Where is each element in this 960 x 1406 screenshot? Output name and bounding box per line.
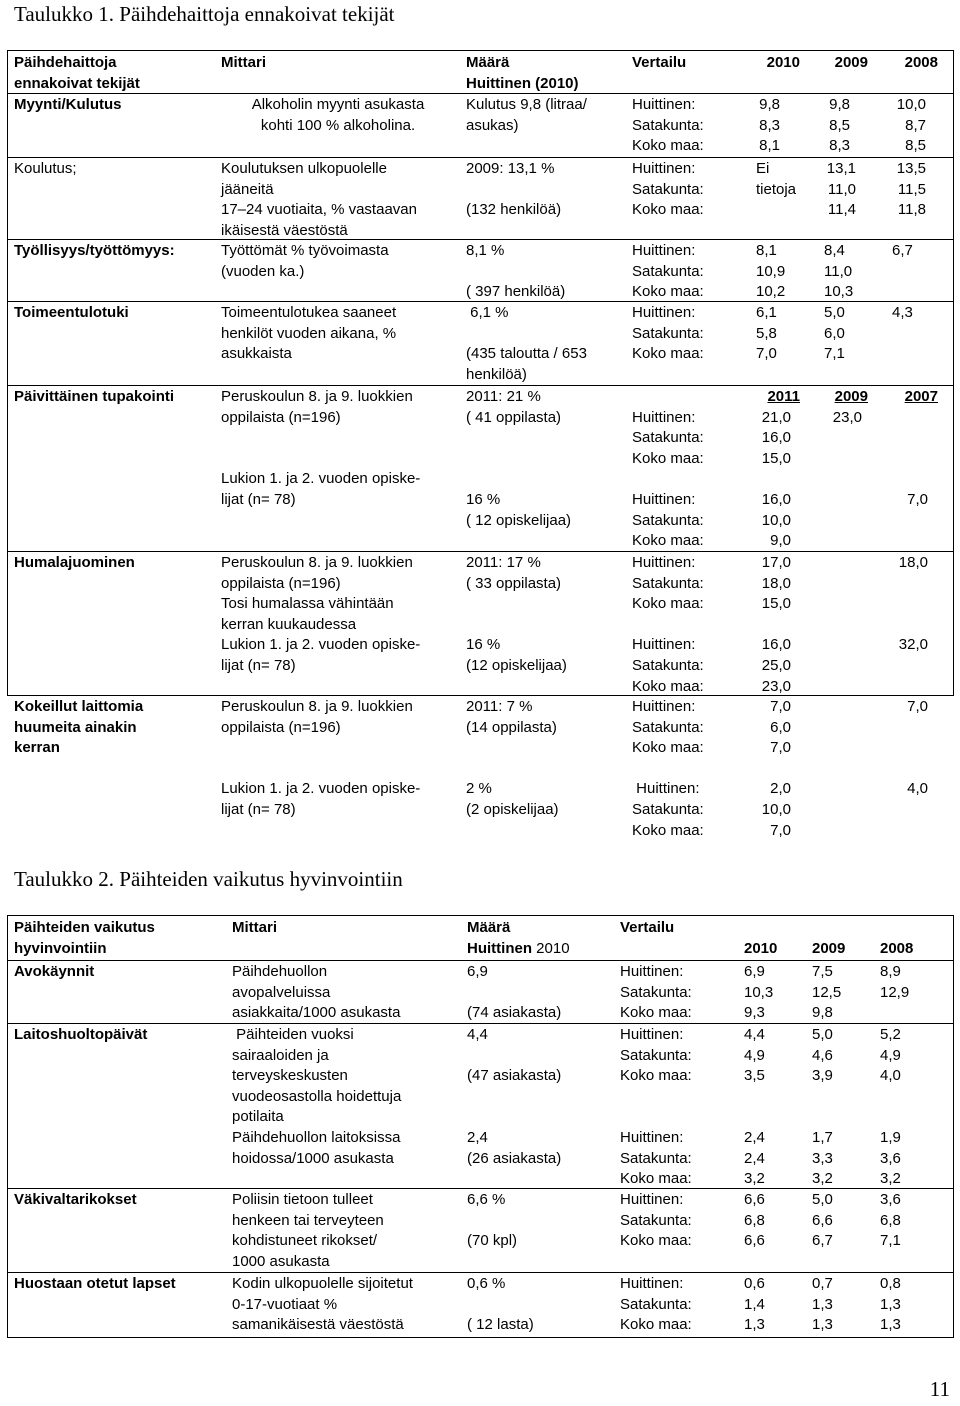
t2-header-2009: 2009 (812, 940, 846, 957)
t2-header-maara-place (463, 938, 613, 960)
t1-header-mittari: Mittari (221, 54, 266, 71)
t2-header-maara: Määrä (467, 919, 511, 936)
t2-header-2010: 2010 (744, 940, 778, 957)
t2-row-maara: 4,4 (47 asiakasta) 2,4 (26 asiakasta) (467, 1026, 562, 1167)
t2-row-maara: 6,9 (74 asiakasta) (467, 963, 562, 1022)
t1-row-2009: 9,8 8,5 8,3 (829, 96, 850, 155)
t1-row-label: Kokeillut laittomia huumeita ainakin kerran (14, 698, 144, 757)
t1-row-mittari: Peruskoulun 8. ja 9. luokkien oppilaista (n=196) Lukion 1. ja 2. vuoden opiske- lijat (n= 78) (221, 388, 421, 508)
t1-header-2010: 2010 (766, 54, 800, 71)
t1-row-2008: 6,7 (892, 242, 913, 259)
t2-header-maara-town: Huittinen (467, 940, 532, 957)
t2-header-factor: Päihteiden vaikutus hyvinvointiin (14, 919, 155, 957)
t1-row-vertailu: Huittinen: Satakunta: Koko maa: Huittinen: Satakunta: Koko maa: (632, 554, 704, 695)
t1-row-2010: 8,1 10,9 10,2 (756, 242, 786, 301)
t2-row-2009: 7,5 12,5 9,8 (812, 963, 842, 1022)
t1-row-2010: 17,0 18,0 15,0 16,0 25,0 23,0 (761, 554, 791, 695)
t2-row-vertailu: Huittinen: Satakunta: Koko maa: (620, 963, 692, 1022)
t1-row-2009: 5,0 6,0 7,1 (824, 304, 845, 363)
t1-row-2009: 13,1 11,0 11,4 (826, 160, 856, 219)
t1-row-2008: 18,0 32,0 (898, 554, 928, 654)
t1-row-2010-year: 2011 (767, 388, 800, 405)
t2-row-2008: 0,8 1,3 1,3 (880, 1275, 901, 1334)
t2-row-maara: 0,6 % ( 12 lasta) (467, 1275, 534, 1334)
t2-row-2009: 0,7 1,3 1,3 (812, 1275, 833, 1334)
t1-row-label: Humalajuominen (14, 554, 135, 571)
t2-header-vertailu: Vertailu (620, 919, 675, 936)
t2-row-2010: 6,9 10,3 9,3 (744, 963, 774, 1022)
t2-row-2008: 3,6 6,8 7,1 (880, 1191, 901, 1250)
t2-row-2010: 4,4 4,9 3,5 2,4 2,4 3,2 (744, 1026, 765, 1188)
t1-row-2010: 9,8 8,3 8,1 (759, 96, 780, 155)
t1-row-label: Työllisyys/työttömyys: (14, 242, 175, 259)
t2-row-2010: 0,6 1,4 1,3 (744, 1275, 765, 1334)
t1-row-maara: Kulutus 9,8 (litraa/ asukas) (466, 96, 587, 134)
t1-header-vertailu: Vertailu (632, 54, 687, 71)
table1-caption: Taulukko 1. Päihdehaittoja ennakoivat tekijät (14, 2, 395, 26)
t2-header-2008: 2008 (880, 940, 914, 957)
t1-row-vertailu: Huittinen: Satakunta: Koko maa: (632, 304, 704, 363)
t1-row-2010: 7,0 6,0 7,0 2,0 10,0 7,0 (761, 698, 791, 839)
t2-row-mittari: Päihteiden vuoksi sairaaloiden ja terveyskeskusten vuodeosastolla hoidettuja potilaita Päihdehuollon laitoksissa hoidossa/1000 asukasta (232, 1026, 402, 1167)
t1-row-vertailu: Huittinen: Satakunta: Koko maa: Huittinen: Satakunta: Koko maa: (632, 698, 704, 839)
t1-row-2009: 8,4 11,0 10,3 (824, 242, 854, 301)
t1-row-2008: 7,0 (907, 490, 928, 508)
t1-row-label: Koulutus; (14, 160, 77, 177)
t1-row-maara: 8,1 % ( 397 henkilöä) (466, 242, 566, 301)
t1-row-label: Myynti/Kulutus (14, 96, 122, 113)
t2-row-label: Laitoshuoltopäivät (14, 1026, 148, 1043)
t2-header-mittari: Mittari (232, 919, 277, 936)
t2-row-2009: 5,0 4,6 3,9 1,7 3,3 3,2 (812, 1026, 833, 1188)
t2-header-maara-year: 2010 (532, 940, 570, 957)
t1-row-mittari: Toimeentulotukea saaneet henkilöt vuoden aikana, % asukkaista (221, 304, 397, 363)
t1-row-vertailu: Huittinen: Satakunta: Koko maa: (632, 160, 704, 219)
t1-row-label: Päivittäinen tupakointi (14, 388, 175, 405)
t1-row-2009 (806, 696, 866, 846)
t1-row-maara: 2011: 21 % ( 41 oppilasta) 16 % ( 12 opiskelijaa) (466, 388, 572, 529)
t1-row-2010: 6,1 5,8 7,0 (756, 304, 777, 363)
t2-row-2008: 5,2 4,9 4,0 1,9 3,6 3,2 (880, 1026, 901, 1188)
t1-row-2010: Ei tietoja (756, 160, 797, 198)
t2-row-vertailu: Huittinen: Satakunta: Koko maa: Huittinen: Satakunta: Koko maa: (620, 1026, 692, 1188)
t1-row-mittari: Työttömät % työvoimasta (vuoden ka.) (221, 242, 389, 280)
t2-row-2008: 8,9 12,9 (880, 963, 910, 1001)
t2-row-vertailu: Huittinen: Satakunta: Koko maa: (620, 1275, 692, 1334)
t1-row-2009: 23,0 (832, 408, 862, 426)
t2-row-mittari: Päihdehuollon avopalveluissa asiakkaita/1000 asukasta (232, 963, 401, 1022)
t1-row-2008: 7,0 4,0 (907, 698, 928, 798)
t2-row-label: Huostaan otetut lapset (14, 1275, 176, 1292)
t1-row-maara: 2011: 7 % (14 oppilasta) 2 % (2 opiskelijaa) (466, 698, 559, 818)
t2-row-mittari: Poliisin tietoon tulleet henkeen tai terveyteen kohdistuneet rikokset/ 1000 asukasta (232, 1191, 384, 1270)
t1-row-label: Toimeentulotuki (14, 304, 129, 321)
t1-row-2008: 4,3 (892, 304, 913, 321)
t1-row-2008-year: 2007 (904, 388, 938, 405)
t1-row-vertailu: Huittinen: Satakunta: Koko maa: Huittinen: Satakunta: Koko maa: (632, 408, 704, 550)
t1-row-mittari: Peruskoulun 8. ja 9. luokkien oppilaista (n=196) Lukion 1. ja 2. vuoden opiske- lijat (n= 78) (221, 698, 421, 818)
t1-row-maara: 2011: 17 % ( 33 oppilasta) 16 % (12 opiskelijaa) (466, 554, 567, 674)
t1-row-vertailu: Huittinen: Satakunta: Koko maa: (632, 242, 704, 301)
page-number: 11 (929, 1377, 950, 1401)
t2-row-vertailu: Huittinen: Satakunta: Koko maa: (620, 1191, 692, 1250)
t2-row-maara: 6,6 % (70 kpl) (467, 1191, 518, 1250)
t1-header-2009: 2009 (834, 54, 868, 71)
t1-row-mittari: Peruskoulun 8. ja 9. luokkien oppilaista (n=196) Tosi humalassa vähintään kerran kuukaudessa Lukion 1. ja 2. vuoden opiske- lijat (n= 78) (221, 554, 421, 674)
t1-header-2008: 2008 (904, 54, 938, 71)
t1-row-2009-year: 2009 (834, 388, 868, 405)
t1-row-mittari: Alkoholin myynti asukasta kohti 100 % alkoholina. (251, 96, 425, 134)
t1-header-factor: Päihdehaittoja ennakoivat tekijät (14, 54, 140, 92)
t1-row-mittari: Koulutuksen ulkopuolelle jääneitä 17–24 vuotiaita, % vastaavan ikäisestä väestöstä (221, 160, 417, 239)
t1-row-maara: 2009: 13,1 % (132 henkilöä) (466, 160, 562, 219)
t2-row-2009: 5,0 6,6 6,7 (812, 1191, 833, 1250)
t1-row-maara: 6,1 % (435 taloutta / 653 henkilöä) (466, 304, 587, 383)
t1-row-2010: 21,0 16,0 15,0 16,0 10,0 9,0 (761, 408, 791, 550)
t2-row-2010: 6,6 6,8 6,6 (744, 1191, 765, 1250)
t2-row-label: Avokäynnit (14, 963, 95, 980)
t1-header-maara: Määrä Huittinen (2010) (466, 54, 579, 92)
t1-row-2008: 13,5 11,5 11,8 (896, 160, 926, 219)
t1-row-2009 (806, 552, 866, 696)
table2-caption: Taulukko 2. Päihteiden vaikutus hyvinvointiin (14, 867, 403, 891)
t2-row-mittari: Kodin ulkopuolelle sijoitetut 0-17-vuotiaat % samanikäisestä väestöstä (232, 1275, 413, 1334)
t1-row-2008: 10,0 8,7 8,5 (896, 96, 926, 155)
t2-row-label: Väkivaltarikokset (14, 1191, 137, 1208)
t1-row-vertailu: Huittinen: Satakunta: Koko maa: (632, 96, 704, 155)
